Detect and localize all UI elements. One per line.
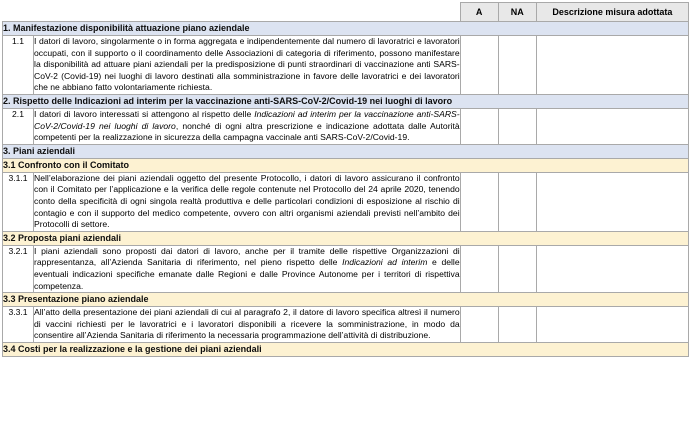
table-row [3,245,689,292]
section-title-3-3: 3.3 Presentazione piano aziendale [3,293,689,307]
row-text-3-1-1: Nell’elaborazione dei piani aziendali oggetto del presente Protocollo, i datori di lavoro assicurano il confronto con il Comitato per l’applicazione e la verifica delle regole contenute nel Protocollo del 24 aprile 2020, tenendo conto della specificità di ogni singola realtà produttiva e delle particolari condizioni di esposizione al rischio di contagio e con il supporto del medico competente, ovvero con altri organismi aziendali previsti nell’ambito dei Protocolli di settore. [34,172,461,231]
section-title-3-2: 3.2 Proposta piani aziendali [3,231,689,245]
row-text-3-2-1-part1: I piani aziendali sono proposti dai datori di lavoro, anche per il tramite delle rispettive Organizzazioni di rappresentanza, all’Azienda Sanitaria di riferimento, nel pieno rispetto delle [34,245,460,268]
row-text-2-1 [34,108,461,144]
row-a-3-2-1[interactable] [460,245,498,292]
row-na-3-1-1[interactable] [498,172,536,231]
row-na-2-1[interactable] [498,108,536,144]
header-col-na: NA [498,3,536,22]
section-header-row [3,144,689,158]
row-text-1-1: I datori di lavoro, singolarmente o in forma aggregata e indipendentemente dal numero di lavoratrici e lavoratori occupati, con il supporto o il coordinamento delle Associazioni di categoria di riferimento, possono manifestare la disponibilità ad attuare piani aziendali per la predisposizione di punti straordinari di vaccinazione anti SARS-CoV-2 (Covid-19) nei luoghi di lavoro destinati alla somministrazione in favore delle lavoratrici e dei lavoratori che ne abbiano fatto volontariamente richiesta. [34,36,461,95]
subsection-header-row [3,231,689,245]
subsection-header-row [3,158,689,172]
table-row [3,108,689,144]
row-description-3-3-1[interactable] [536,307,688,343]
subsection-header-row [3,342,689,356]
row-a-1-1[interactable] [460,36,498,95]
row-text-2-1-part1: I datori di lavoro interessati si attengono al rispetto delle [34,108,255,119]
row-na-3-3-1[interactable] [498,307,536,343]
row-a-3-1-1[interactable] [460,172,498,231]
section-header-row [3,22,689,36]
row-text-2-1-part2: , nonché di ogni altra prescrizione e indicazione adottata dalle Autorità competenti per la realizzazione in sicurezza della campagna vaccinale anti SARS-CoV-2/Covid-19. [34,120,460,143]
row-number-3-2-1: 3.2.1 [3,245,34,292]
section-title-3: 3. Piani aziendali [3,144,689,158]
row-number-1-1: 1.1 [3,36,34,95]
header-col-description: Descrizione misura adottata [536,3,688,22]
row-text-3-2-1 [34,245,461,292]
table-row [3,172,689,231]
row-number-2-1: 2.1 [3,108,34,144]
row-text-3-2-1-part2: e delle eventuali indicazioni specifiche emanate dalle Regioni e dalle Province Autonome per i territori di rispettiva competenza. [34,257,460,291]
row-text-2-1-italic: Indicazioni ad interim per la vaccinazione anti-SARS-CoV-2/Covid-19 nei luoghi di lavoro [34,108,460,131]
table-header-row [3,3,689,22]
row-a-3-3-1[interactable] [460,307,498,343]
row-text-3-2-1-italic: Indicazioni ad interim [342,257,428,268]
section-title-2: 2. Rispetto delle Indicazioni ad interim per la vaccinazione anti-SARS-CoV-2/Covid-19 nei luoghi di lavoro [3,94,689,108]
section-title-3-1: 3.1 Confronto con il Comitato [3,158,689,172]
subsection-header-row [3,293,689,307]
section-title-3-4: 3.4 Costi per la realizzazione e la gestione dei piani aziendali [3,342,689,356]
table-row [3,36,689,95]
row-na-1-1[interactable] [498,36,536,95]
row-number-3-1-1: 3.1.1 [3,172,34,231]
section-title-1: 1. Manifestazione disponibilità attuazione piano aziendale [3,22,689,36]
row-description-1-1[interactable] [536,36,688,95]
section-header-row [3,94,689,108]
row-number-3-3-1: 3.3.1 [3,307,34,343]
compliance-checklist-table [2,2,689,357]
row-description-2-1[interactable] [536,108,688,144]
row-description-3-2-1[interactable] [536,245,688,292]
row-na-3-2-1[interactable] [498,245,536,292]
row-description-3-1-1[interactable] [536,172,688,231]
header-blank-cell [3,3,461,22]
header-col-a: A [460,3,498,22]
row-text-3-3-1: All’atto della presentazione dei piani aziendali di cui al paragrafo 2, il datore di lavoro specifica altresì il numero di vaccini richiesti per le lavoratrici e i lavoratori disponibili a ricevere la somministrazione, in modo da consentire all’Azienda Sanitaria di riferimento la necessaria programmazione dell’attività di distribuzione. [34,307,461,343]
table-row [3,307,689,343]
row-a-2-1[interactable] [460,108,498,144]
